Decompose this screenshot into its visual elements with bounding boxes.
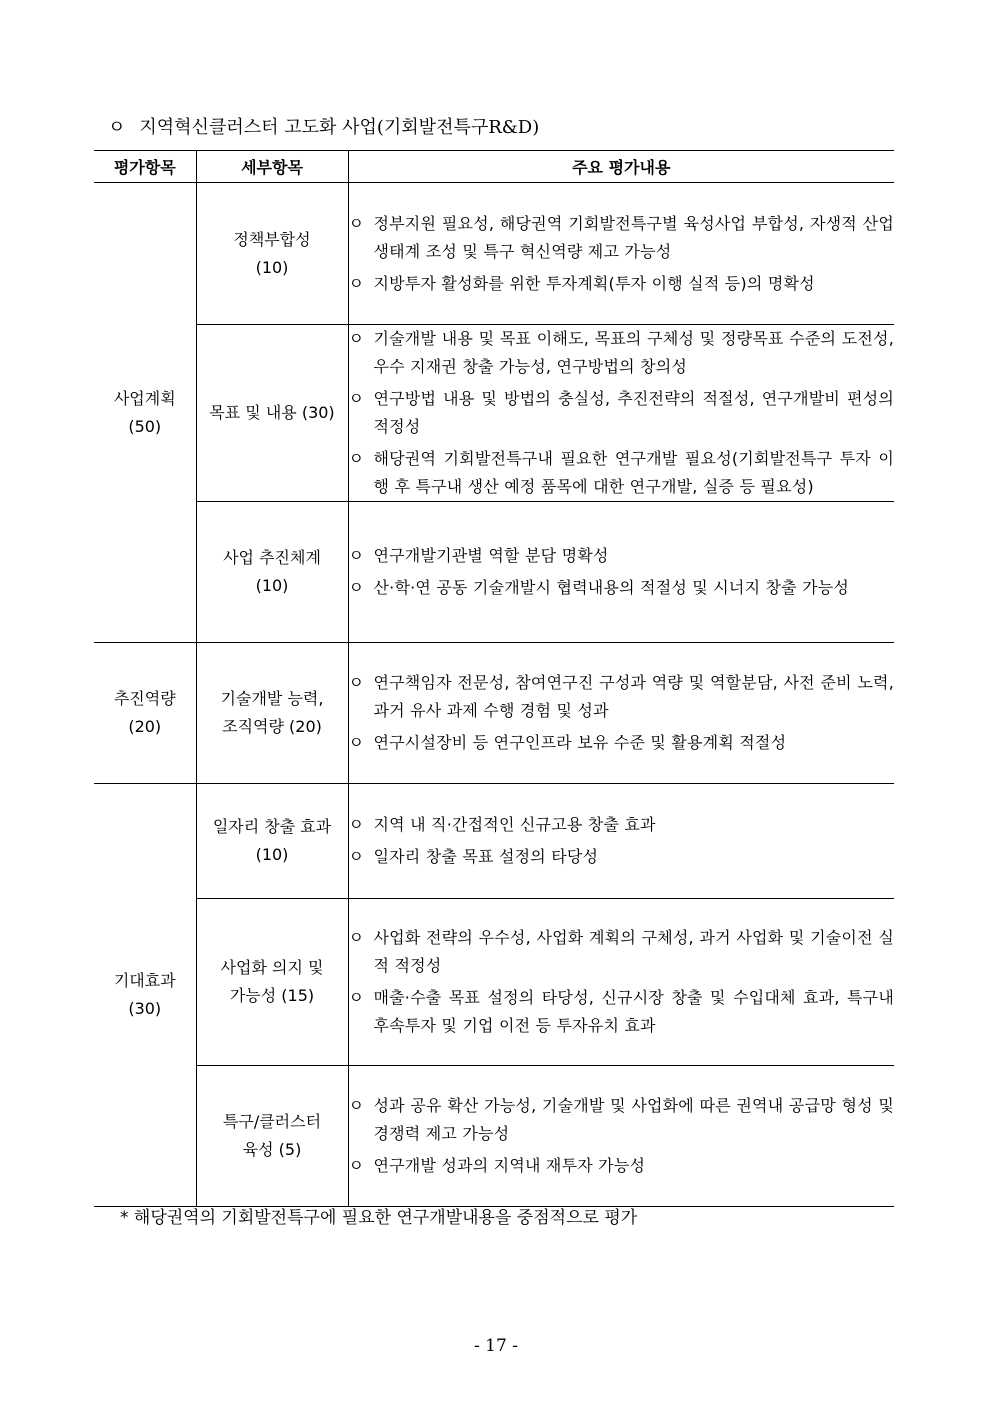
evaluation-table xyxy=(94,150,894,1207)
list-item xyxy=(349,811,895,839)
subitem-name: 특구/클러스터 xyxy=(222,1112,322,1131)
subitem-name: 사업 추진체계 xyxy=(223,548,321,567)
category-name: 사업계획 xyxy=(113,388,176,408)
list-item xyxy=(349,729,895,757)
item-text: 연구시설장비 등 연구인프라 보유 수준 및 활용계획 적절성 xyxy=(373,733,787,752)
list-item xyxy=(349,924,895,980)
subitem-score: 가능성 (15) xyxy=(229,986,315,1005)
list-item xyxy=(349,445,895,501)
subitem-score: 조직역량 (20) xyxy=(222,717,322,736)
content-cell xyxy=(348,1066,894,1207)
subitem-cell xyxy=(196,502,348,643)
list-item xyxy=(349,984,895,1040)
category-name: 기대효과 xyxy=(113,971,176,990)
bullet-icon: ㅇ xyxy=(348,329,365,348)
subitem-name: 기술개발 능력, xyxy=(220,689,324,708)
header-subitem: 세부항목 xyxy=(196,151,348,183)
item-text: 연구개발 성과의 지역내 재투자 가능성 xyxy=(373,1156,646,1175)
header-category: 평가항목 xyxy=(94,151,196,183)
category-cell xyxy=(94,183,196,643)
list-item xyxy=(349,270,895,298)
subitem-score: 육성 (5) xyxy=(242,1140,302,1159)
section-bullet: ㅇ xyxy=(108,117,126,138)
subitem-score: (10) xyxy=(255,257,289,277)
content-cell xyxy=(348,183,894,325)
table-row xyxy=(94,784,894,899)
item-text: 연구개발기관별 역할 분담 명확성 xyxy=(373,546,609,565)
item-text: 산·학·연 공동 기술개발시 협력내용의 적절성 및 시너지 창출 가능성 xyxy=(373,578,850,597)
item-text: 연구책임자 전문성, 참여연구진 구성과 역량 및 역할분담, 사전 준비 노력, 과거 유사 과제 수행 경험 및 성과 xyxy=(373,673,894,720)
table-header-row xyxy=(94,151,894,183)
table-row xyxy=(94,1066,894,1207)
table-row xyxy=(94,325,894,502)
category-score: (20) xyxy=(128,717,162,736)
bullet-icon: ㅇ xyxy=(348,847,365,866)
content-cell xyxy=(348,502,894,643)
table-row xyxy=(94,899,894,1066)
list-item xyxy=(349,385,895,441)
subitem-cell xyxy=(196,1066,348,1207)
item-text: 성과 공유 확산 가능성, 기술개발 및 사업화에 따른 권역내 공급망 형성 및 경쟁력 제고 가능성 xyxy=(373,1096,894,1143)
bullet-icon: ㅇ xyxy=(348,815,365,834)
table-row xyxy=(94,643,894,784)
bullet-icon: ㅇ xyxy=(348,1156,365,1175)
item-text: 일자리 창출 목표 설정의 타당성 xyxy=(373,847,599,866)
subitem-cell xyxy=(196,899,348,1066)
subitem-cell xyxy=(196,643,348,784)
bullet-icon: ㅇ xyxy=(348,578,365,597)
item-text: 정부지원 필요성, 해당권역 기회발전특구별 육성사업 부합성, 자생적 산업 생태계 조성 및 특구 혁신역량 제고 가능성 xyxy=(373,213,894,261)
item-text: 지방투자 활성화를 위한 투자계획(투자 이행 실적 등)의 명확성 xyxy=(373,273,815,293)
list-item xyxy=(349,574,895,602)
list-item xyxy=(349,669,895,725)
subitem-name: 사업화 의지 및 xyxy=(220,958,324,977)
category-score: (50) xyxy=(128,416,162,436)
subitem-name: 목표 및 내용 (30) xyxy=(209,403,335,422)
subitem-name: 정책부합성 xyxy=(233,229,311,249)
item-text: 연구방법 내용 및 방법의 충실성, 추진전략의 적절성, 연구개발비 편성의 적정성 xyxy=(373,389,894,436)
category-cell xyxy=(94,643,196,784)
list-item xyxy=(349,843,895,871)
list-item xyxy=(349,542,895,570)
section-title xyxy=(108,113,539,139)
bullet-icon: ㅇ xyxy=(348,673,365,692)
content-cell xyxy=(348,643,894,784)
list-item xyxy=(349,210,895,266)
category-score: (30) xyxy=(128,999,162,1018)
item-text: 매출·수출 목표 설정의 타당성, 신규시장 창출 및 수입대체 효과, 특구내 후속투자 및 기업 이전 등 투자유치 효과 xyxy=(373,988,894,1035)
subitem-cell xyxy=(196,325,348,502)
bullet-icon: ㅇ xyxy=(348,449,365,468)
category-cell xyxy=(94,784,196,1207)
bullet-icon: ㅇ xyxy=(348,1096,365,1115)
list-item xyxy=(349,325,895,381)
list-item xyxy=(349,1152,895,1180)
item-text: 사업화 전략의 우수성, 사업화 계획의 구체성, 과거 사업화 및 기술이전 실적 적정성 xyxy=(373,928,894,975)
subitem-name: 일자리 창출 효과 xyxy=(212,817,332,836)
bullet-icon: ㅇ xyxy=(348,988,365,1007)
section-title-text: 지역혁신클러스터 고도화 사업(기회발전특구R&D) xyxy=(139,117,540,138)
page-number: - 17 - xyxy=(474,1336,518,1356)
subitem-cell xyxy=(196,784,348,899)
item-text: 해당권역 기회발전특구내 필요한 연구개발 필요성(기회발전특구 투자 이행 후 특구내 생산 예정 품목에 대한 연구개발, 실증 등 필요성) xyxy=(373,449,894,496)
bullet-icon: ㅇ xyxy=(348,546,365,565)
subitem-score: (10) xyxy=(255,576,289,595)
content-cell xyxy=(348,325,894,502)
content-cell xyxy=(348,899,894,1066)
subitem-cell xyxy=(196,183,348,325)
table-row xyxy=(94,183,894,325)
header-content: 주요 평가내용 xyxy=(348,151,894,183)
table-row xyxy=(94,502,894,643)
bullet-icon: ㅇ xyxy=(348,928,365,947)
bullet-icon: ㅇ xyxy=(348,273,365,293)
item-text: 기술개발 내용 및 목표 이해도, 목표의 구체성 및 정량목표 수준의 도전성, 우수 지재권 창출 가능성, 연구방법의 창의성 xyxy=(373,329,894,376)
bullet-icon: ㅇ xyxy=(348,213,365,233)
list-item xyxy=(349,1092,895,1148)
item-text: 지역 내 직·간접적인 신규고용 창출 효과 xyxy=(373,815,656,834)
bullet-icon: ㅇ xyxy=(348,733,365,752)
category-name: 추진역량 xyxy=(113,689,176,708)
subitem-score: (10) xyxy=(255,845,289,864)
footnote: * 해당권역의 기회발전특구에 필요한 연구개발내용을 중점적으로 평가 xyxy=(120,1208,638,1228)
content-cell xyxy=(348,784,894,899)
bullet-icon: ㅇ xyxy=(348,389,365,408)
